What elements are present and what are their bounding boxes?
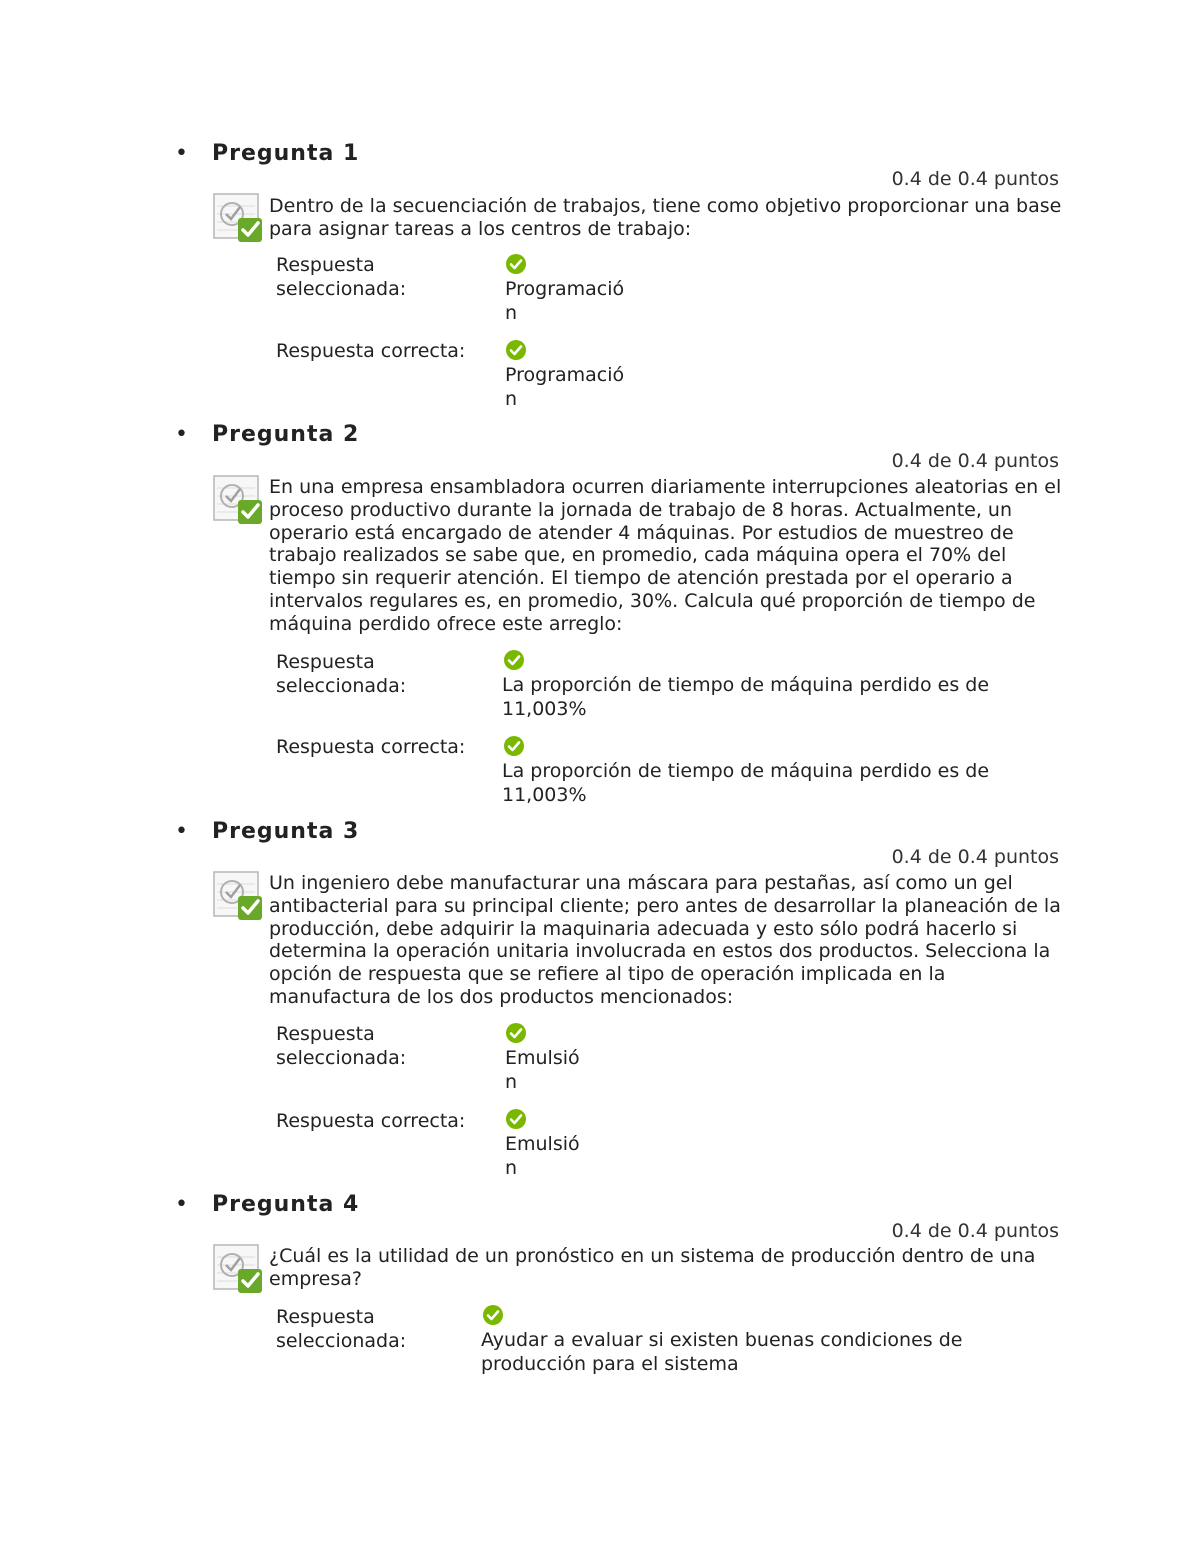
selected-answer-text: Ayudar a evaluar si existen buenas condiciones de producción para el sistema [481,1329,963,1375]
question-correct-icon [212,870,264,922]
question-title: Pregunta 4 [212,1192,360,1217]
selected-answer-label: Respuesta seleccionada: [276,1306,407,1352]
bullet: • [175,422,188,447]
check-circle-icon [482,1304,504,1326]
question-title: Pregunta 3 [212,819,360,844]
question-text: Dentro de la secuenciación de trabajos, tiene como objetivo proporcionar una base para asignar tareas a los centros de trabajo: [269,195,1062,240]
selected-answer-label: Respuesta seleccionada: [276,1023,407,1069]
question-score: 0.4 de 0.4 puntos [891,168,1059,190]
question-score: 0.4 de 0.4 puntos [891,846,1059,868]
check-circle-icon [505,1108,527,1130]
selected-answer-label: Respuesta seleccionada: [276,254,407,300]
question-correct-icon [212,474,264,526]
check-circle-icon [505,339,527,361]
correct-answer-label: Respuesta correcta: [276,340,466,362]
selected-answer-text: Programación [505,278,625,324]
correct-answer-text: La proporción de tiempo de máquina perdido es de 11,003% [502,760,990,806]
selected-answer-label: Respuesta seleccionada: [276,651,407,697]
correct-answer-label: Respuesta correcta: [276,1110,466,1132]
bullet: • [175,1192,188,1217]
correct-answer-text: Emulsión [505,1133,580,1179]
check-circle-icon [505,1022,527,1044]
selected-answer-text: Emulsión [505,1047,580,1093]
question-correct-icon [212,1243,264,1295]
check-circle-icon [503,735,525,757]
bullet: • [175,141,188,166]
question-score: 0.4 de 0.4 puntos [891,1220,1059,1242]
question-correct-icon [212,192,264,244]
check-circle-icon [503,649,525,671]
bullet: • [175,819,188,844]
selected-answer-text: La proporción de tiempo de máquina perdido es de 11,003% [502,674,990,720]
question-text: Un ingeniero debe manufacturar una máscara para pestañas, así como un gel antibacterial para su principal cliente; pero antes de desarrollar la planeación de la producción, debe adquirir la maquinaria adecuada y esto sólo podrá hacerlo si determina la operación unitaria involucrada en estos dos productos. Selecciona la opción de respuesta que se refiere al tipo de operación implicada en la manufactura de los dos productos mencionados: [269,872,1061,1008]
question-text: ¿Cuál es la utilidad de un pronóstico en un sistema de producción dentro de una empresa? [269,1245,1036,1290]
question-title: Pregunta 2 [212,422,360,447]
correct-answer-text: Programación [505,364,625,410]
question-title: Pregunta 1 [212,141,360,166]
question-text: En una empresa ensambladora ocurren diariamente interrupciones aleatorias en el proceso productivo durante la jornada de trabajo de 8 horas. Actualmente, un operario está encargado de atender 4 máquinas. Por estudios de muestreo de trabajo realizados se sabe que, en promedio, cada máquina opera el 70% del tiempo sin requerir atención. El tiempo de atención prestada por el operario a intervalos regulares es, en promedio, 30%. Calcula qué proporción de tiempo de máquina perdido ofrece este arreglo: [269,476,1062,635]
correct-answer-label: Respuesta correcta: [276,736,466,758]
check-circle-icon [505,253,527,275]
question-score: 0.4 de 0.4 puntos [891,450,1059,472]
